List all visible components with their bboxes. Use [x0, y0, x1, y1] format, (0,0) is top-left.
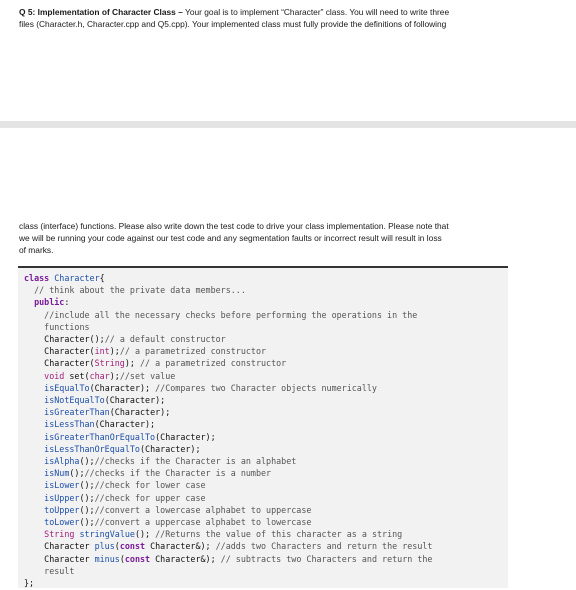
- code-line: isGreaterThanOrEqualTo(Character);: [44, 431, 216, 442]
- continuation-line-3: of marks.: [19, 245, 54, 255]
- question-continuation: [19, 220, 519, 256]
- code-line: isGreaterThan(Character);: [44, 407, 171, 418]
- code-line: Character();// a default constructor: [44, 334, 226, 345]
- code-line: void set(char);//set value: [44, 370, 176, 381]
- code-line: public:: [34, 297, 70, 308]
- code-line: //include all the necessary checks before performing the operations in the: [44, 309, 418, 320]
- code-listing: [24, 272, 432, 589]
- code-line: isAlpha();//checks if the Character is an alphabet: [44, 456, 297, 467]
- code-line: Character(int);// a parametrized constructor: [44, 346, 267, 357]
- continuation-line-1: class (interface) functions. Please also write down the test code to drive your class implementation. Please note that: [19, 221, 449, 231]
- code-line: String stringValue(); //Returns the value of this character as a string: [44, 529, 403, 540]
- code-line: result: [44, 565, 75, 576]
- code-line: functions: [44, 321, 90, 332]
- question-label: Q 5: Implementation of Character Class –: [19, 7, 183, 17]
- code-line: toLower();//convert a uppercase alphabet to lowercase: [44, 517, 312, 528]
- code-line: isEqualTo(Character); //Compares two Character objects numerically: [44, 382, 377, 393]
- code-line: class Character{: [24, 273, 105, 283]
- code-line: toUpper();//convert a lowercase alphabet to uppercase: [44, 504, 312, 515]
- code-line: isLower();//check for lower case: [44, 480, 206, 491]
- code-line: isNotEqualTo(Character);: [44, 395, 166, 406]
- intro-line-1: [19, 6, 519, 18]
- code-line: // think about the private data members...: [34, 285, 246, 296]
- code-line: Character minus(const Character&); // subtracts two Characters and return the: [44, 553, 433, 564]
- continuation-line-2: we will be running your code against our test code and any segmentation faults or incorrect result will result in loss: [19, 233, 442, 243]
- code-line: Character(String); // a parametrized constructor: [44, 358, 287, 369]
- code-block: [18, 266, 508, 588]
- code-line: isNum();//checks if the Character is a number: [44, 468, 272, 479]
- page-break-bar: [0, 121, 576, 128]
- intro-text-1: Your goal is to implement “Character” class. You will need to write three: [185, 7, 450, 17]
- code-line: isLessThan(Character);: [44, 419, 156, 430]
- intro-line-2: files (Character.h, Character.cpp and Q5.cpp). Your implemented class must fully provide the definitions of following: [19, 19, 447, 29]
- code-line: isLessThanOrEqualTo(Character);: [44, 443, 201, 454]
- code-line: };: [24, 578, 35, 589]
- question-intro: [19, 6, 519, 30]
- code-line: isUpper();//check for upper case: [44, 492, 206, 503]
- code-line: Character plus(const Character&); //adds two Characters and return the result: [44, 541, 433, 552]
